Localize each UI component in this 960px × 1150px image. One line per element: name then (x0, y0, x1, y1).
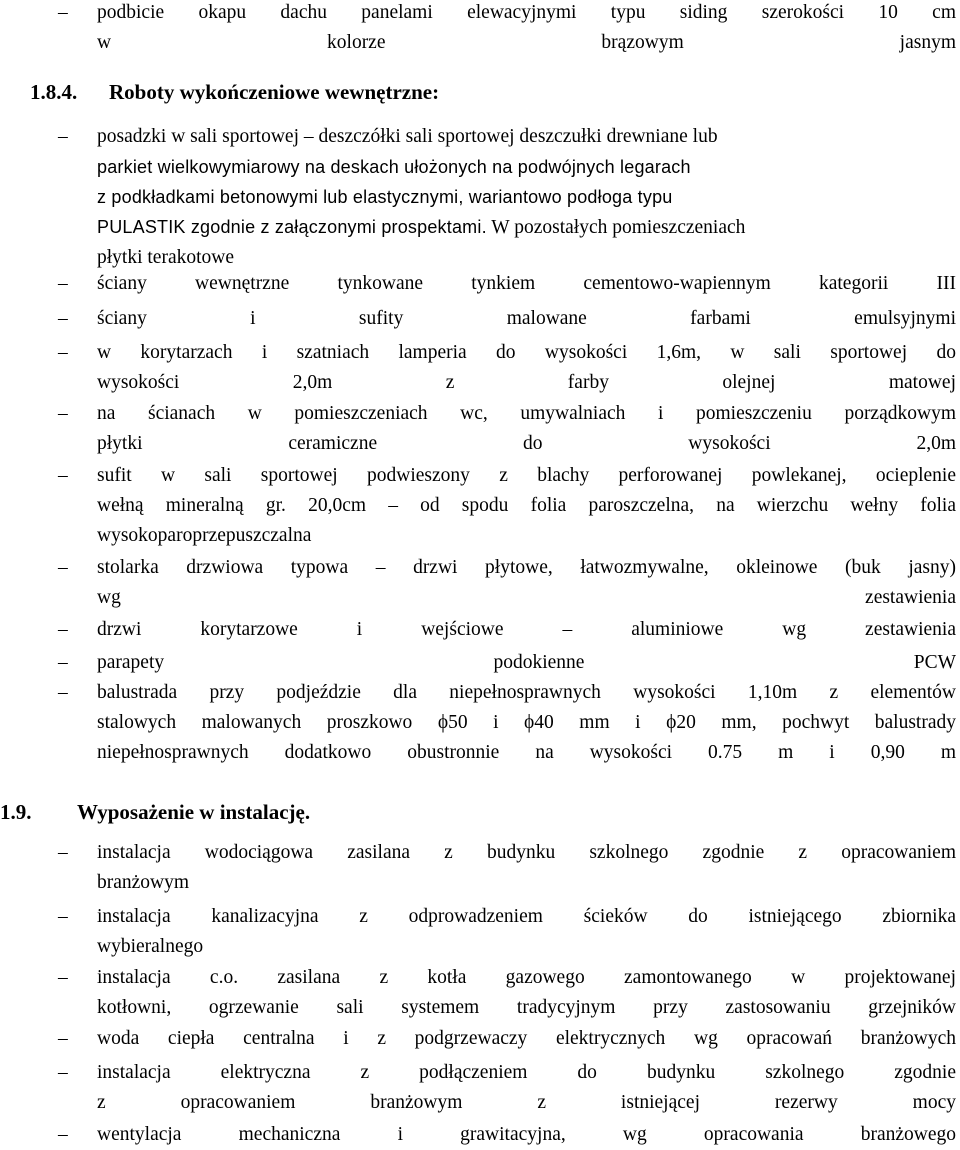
list-item-line: płytki ceramiczne do wysokości 2,0m (97, 433, 956, 454)
section-number: 1.8.4. (30, 80, 78, 104)
list-dash: – (58, 682, 68, 703)
list-item-line: parapety podokienne PCW (97, 652, 956, 673)
list-dash: – (58, 1062, 68, 1083)
list-item-line: w kolorze brązowym jasnym (97, 32, 956, 53)
list-dash: – (58, 619, 68, 640)
list-item-line: na ścianach w pomieszczeniach wc, umywalniach i pomieszczeniu porządkowym (97, 403, 956, 424)
list-item-line: kotłowni, ogrzewanie sali systemem tradycyjnym przy zastosowaniu grzejników (97, 997, 956, 1018)
list-dash: – (58, 342, 68, 363)
list-item-line: wg zestawienia (97, 587, 956, 608)
list-item-line: drzwi korytarzowe i wejściowe – aluminiowe wg zestawienia (97, 619, 956, 640)
list-item-line: woda ciepła centralna i z podgrzewaczy elektrycznych wg opracowań branżowych (97, 1028, 956, 1049)
list-item-line: instalacja c.o. zasilana z kotła gazowego zamontowanego w projektowanej (97, 967, 956, 988)
list-dash: – (58, 1028, 68, 1049)
list-dash: – (58, 403, 68, 424)
list-dash: – (58, 273, 68, 294)
list-item-line: instalacja wodociągowa zasilana z budynku szkolnego zgodnie z opracowaniem (97, 842, 956, 863)
list-item-line: parkiet wielkowymiarowy na deskach ułożonych na podwójnych legarach (97, 157, 691, 177)
list-item-line: stalowych malowanych proszkowo ϕ50 i ϕ40 mm i ϕ20 mm, pochwyt balustrady (97, 712, 956, 733)
list-item-line: branżowym (97, 872, 190, 893)
list-dash: – (58, 652, 68, 673)
list-item-line: ściany wewnętrzne tynkowane tynkiem cementowo-wapiennym kategorii III (97, 273, 956, 294)
list-item-line: ściany i sufity malowane farbami emulsyjnymi (97, 308, 956, 329)
list-item-line: balustrada przy podjeździe dla niepełnosprawnych wysokości 1,10m z elementów (97, 682, 956, 703)
section-number: 1.9. (0, 800, 32, 824)
list-item-line: stolarka drzwiowa typowa – drzwi płytowe, łatwozmywalne, okleinowe (buk jasny) (97, 557, 956, 578)
list-dash: – (58, 1124, 68, 1145)
list-item-line: w korytarzach i szatniach lamperia do wysokości 1,6m, w sali sportowej do (97, 342, 956, 363)
list-dash: – (58, 557, 68, 578)
list-dash: – (58, 906, 68, 927)
list-dash: – (58, 2, 68, 23)
list-item-line: niepełnosprawnych dodatkowo obustronnie na wysokości 0.75 m i 0,90 m (97, 742, 956, 763)
list-item-line: wysokoparoprzepuszczalna (97, 525, 312, 546)
section-title: Roboty wykończeniowe wewnętrzne: (109, 80, 440, 104)
list-dash: – (58, 126, 68, 147)
list-dash: – (58, 842, 68, 863)
list-item-line: wełną mineralną gr. 20,0cm – od spodu folia paroszczelna, na wierzchu wełny folia (97, 495, 956, 516)
list-item-line: instalacja kanalizacyjna z odprowadzeniem ścieków do istniejącego zbiornika (97, 906, 956, 927)
list-dash: – (58, 967, 68, 988)
list-dash: – (58, 465, 68, 486)
list-item-line: z opracowaniem branżowym z istniejącej rezerwy mocy (97, 1092, 956, 1113)
list-item-line: instalacja elektryczna z podłączeniem do budynku szkolnego zgodnie (97, 1062, 956, 1083)
list-item-line: podbicie okapu dachu panelami elewacyjnymi typu siding szerokości 10 cm (97, 2, 956, 23)
list-item-line: z podkładkami betonowymi lub elastycznymi, wariantowo podłoga typu (97, 187, 673, 207)
section-title: Wyposażenie w instalację. (77, 800, 311, 824)
list-item-line: sufit w sali sportowej podwieszony z blachy perforowanej powlekanej, ocieplenie (97, 465, 956, 486)
list-item-line: wybieralnego (97, 936, 204, 957)
list-item-line: wentylacja mechaniczna i grawitacyjna, wg opracowania branżowego (97, 1124, 956, 1145)
list-item-line: posadzki w sali sportowej – deszczółki sali sportowej deszczułki drewniane lub (97, 126, 718, 147)
list-item-line: PULASTIK zgodnie z załączonymi prospektami. W pozostałych pomieszczeniach (97, 217, 746, 238)
list-dash: – (58, 308, 68, 329)
list-item-line: wysokości 2,0m z farby olejnej matowej (97, 372, 956, 393)
list-item-line: płytki terakotowe (97, 247, 235, 268)
